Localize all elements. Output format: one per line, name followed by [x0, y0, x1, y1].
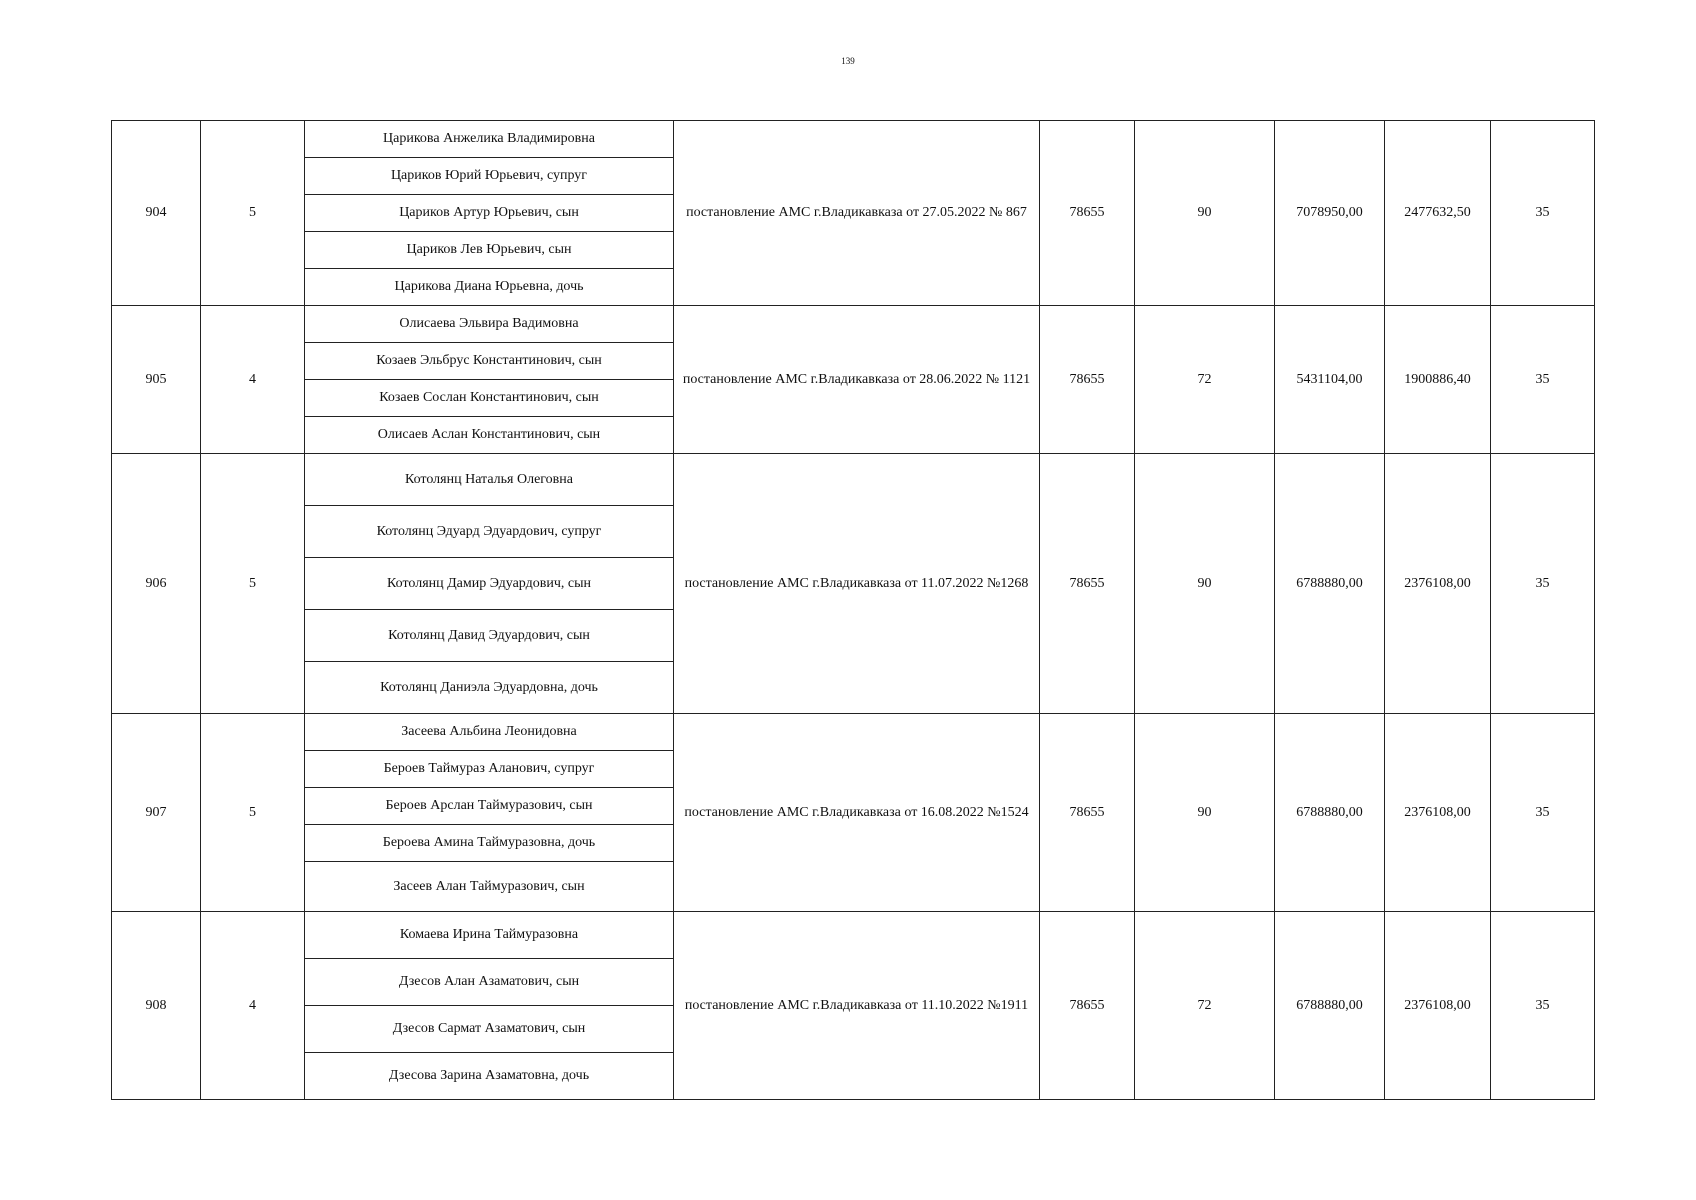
area: 90: [1135, 454, 1275, 714]
total-cost: 6788880,00: [1275, 454, 1385, 714]
record-number: 908: [112, 912, 201, 1100]
price-per-sqm: 78655: [1040, 454, 1135, 714]
family-member: Царикова Диана Юрьевна, дочь: [305, 269, 674, 306]
payment-amount: 2376108,00: [1385, 454, 1491, 714]
percent: 35: [1491, 121, 1595, 306]
basis-document: постановление АМС г.Владикавказа от 11.10.2022 №1911: [674, 912, 1040, 1100]
family-member: Дзесов Алан Азаматович, сын: [305, 959, 674, 1006]
family-member: Цариков Лев Юрьевич, сын: [305, 232, 674, 269]
area: 72: [1135, 306, 1275, 454]
basis-document: постановление АМС г.Владикавказа от 28.06.2022 № 1121: [674, 306, 1040, 454]
family-member: Засеева Альбина Леонидовна: [305, 714, 674, 751]
total-cost: 7078950,00: [1275, 121, 1385, 306]
payment-amount: 2376108,00: [1385, 714, 1491, 912]
family-member: Котолянц Наталья Олеговна: [305, 454, 674, 506]
family-member: Засеев Алан Таймуразович, сын: [305, 862, 674, 912]
percent: 35: [1491, 306, 1595, 454]
family-member: Котолянц Эдуард Эдуардович, супруг: [305, 506, 674, 558]
family-member: Бероев Арслан Таймуразович, сын: [305, 788, 674, 825]
price-per-sqm: 78655: [1040, 306, 1135, 454]
table-row: [112, 912, 1595, 959]
record-number: 905: [112, 306, 201, 454]
registry-table: [111, 120, 1595, 1100]
price-per-sqm: 78655: [1040, 912, 1135, 1100]
total-cost: 6788880,00: [1275, 912, 1385, 1100]
total-cost: 5431104,00: [1275, 306, 1385, 454]
family-member: Комаева Ирина Таймуразовна: [305, 912, 674, 959]
total-cost: 6788880,00: [1275, 714, 1385, 912]
family-member: Котолянц Давид Эдуардович, сын: [305, 610, 674, 662]
payment-amount: 1900886,40: [1385, 306, 1491, 454]
family-member: Царикова Анжелика Владимировна: [305, 121, 674, 158]
family-member: Бероева Амина Таймуразовна, дочь: [305, 825, 674, 862]
family-size: 4: [201, 306, 305, 454]
family-size: 4: [201, 912, 305, 1100]
area: 90: [1135, 714, 1275, 912]
percent: 35: [1491, 454, 1595, 714]
record-number: 904: [112, 121, 201, 306]
family-size: 5: [201, 454, 305, 714]
area: 72: [1135, 912, 1275, 1100]
family-member: Цариков Артур Юрьевич, сын: [305, 195, 674, 232]
family-member: Бероев Таймураз Аланович, супруг: [305, 751, 674, 788]
price-per-sqm: 78655: [1040, 121, 1135, 306]
payment-amount: 2376108,00: [1385, 912, 1491, 1100]
table-row: [112, 121, 1595, 158]
table-row: [112, 714, 1595, 751]
table-row: [112, 454, 1595, 506]
basis-document: постановление АМС г.Владикавказа от 16.08.2022 №1524: [674, 714, 1040, 912]
page-number: 139: [841, 56, 855, 66]
family-member: Олисаев Аслан Константинович, сын: [305, 417, 674, 454]
record-number: 907: [112, 714, 201, 912]
family-member: Козаев Эльбрус Константинович, сын: [305, 343, 674, 380]
basis-document: постановление АМС г.Владикавказа от 27.05.2022 № 867: [674, 121, 1040, 306]
area: 90: [1135, 121, 1275, 306]
family-size: 5: [201, 121, 305, 306]
family-size: 5: [201, 714, 305, 912]
family-member: Цариков Юрий Юрьевич, супруг: [305, 158, 674, 195]
payment-amount: 2477632,50: [1385, 121, 1491, 306]
family-member: Олисаева Эльвира Вадимовна: [305, 306, 674, 343]
basis-document: постановление АМС г.Владикавказа от 11.07.2022 №1268: [674, 454, 1040, 714]
record-number: 906: [112, 454, 201, 714]
price-per-sqm: 78655: [1040, 714, 1135, 912]
family-member: Котолянц Даниэла Эдуардовна, дочь: [305, 662, 674, 714]
family-member: Дзесова Зарина Азаматовна, дочь: [305, 1053, 674, 1100]
percent: 35: [1491, 714, 1595, 912]
registry-body: [112, 121, 1595, 1100]
percent: 35: [1491, 912, 1595, 1100]
family-member: Котолянц Дамир Эдуардович, сын: [305, 558, 674, 610]
table-row: [112, 306, 1595, 343]
family-member: Дзесов Сармат Азаматович, сын: [305, 1006, 674, 1053]
family-member: Козаев Сослан Константинович, сын: [305, 380, 674, 417]
